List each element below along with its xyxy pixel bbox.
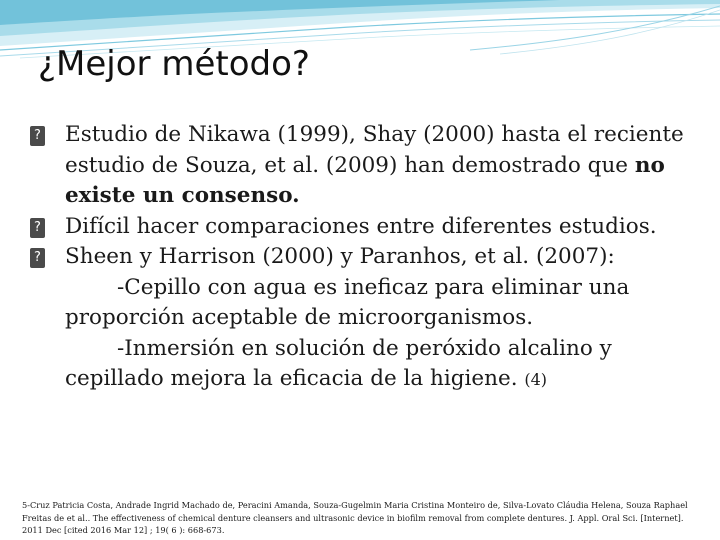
citation-number: (4) [524, 370, 548, 389]
bullet-item-consensus [30, 120, 700, 212]
bullet-marker-icon: ? [30, 126, 45, 146]
slide-title: ¿Mejor método? [38, 44, 310, 84]
sub-point-immersion [65, 334, 700, 396]
reference-citation: 5-Cruz Patricia Costa, Andrade Ingrid Machado de, Peracini Amanda, Souza-Gugelmin Maria Cristina Monteiro de, Silva-Lovato Cláudia Helena, Souza Raphael Freitas de et al.. The effectiveness of chemical denture cleansers and ultrasonic device in biofilm removal from complete dentures. J. Appl. Oral Sci. [Internet]. 2011 Dec [cited 2016 Mar 12] ; 19( 6 ): 668-673. [22, 500, 688, 535]
bullet-marker-icon: ? [30, 248, 45, 268]
bullet-text: Sheen y Harrison (2000) y Paranhos, et al. (2007): [65, 244, 615, 269]
bullet-text: Estudio de Nikawa (1999), Shay (2000) hasta el reciente estudio de Souza, et al. (2009) han demostrado que [65, 122, 684, 178]
bullet-item-comparisons [30, 212, 700, 243]
bullet-marker-icon: ? [30, 218, 45, 238]
sub-point-text: -Inmersión en solución de peróxido alcalino y cepillado mejora la eficacia de la higiene. [65, 335, 612, 391]
bullet-item-studies [30, 242, 700, 396]
sub-point-brushing-water: -Cepillo con agua es ineficaz para eliminar una proporción aceptable de microorganismos. [65, 274, 630, 330]
bullet-list [30, 120, 700, 396]
bullet-text: Difícil hacer comparaciones entre diferentes estudios. [65, 213, 657, 239]
bullet-bold-text: no existe un consenso. [65, 152, 665, 208]
